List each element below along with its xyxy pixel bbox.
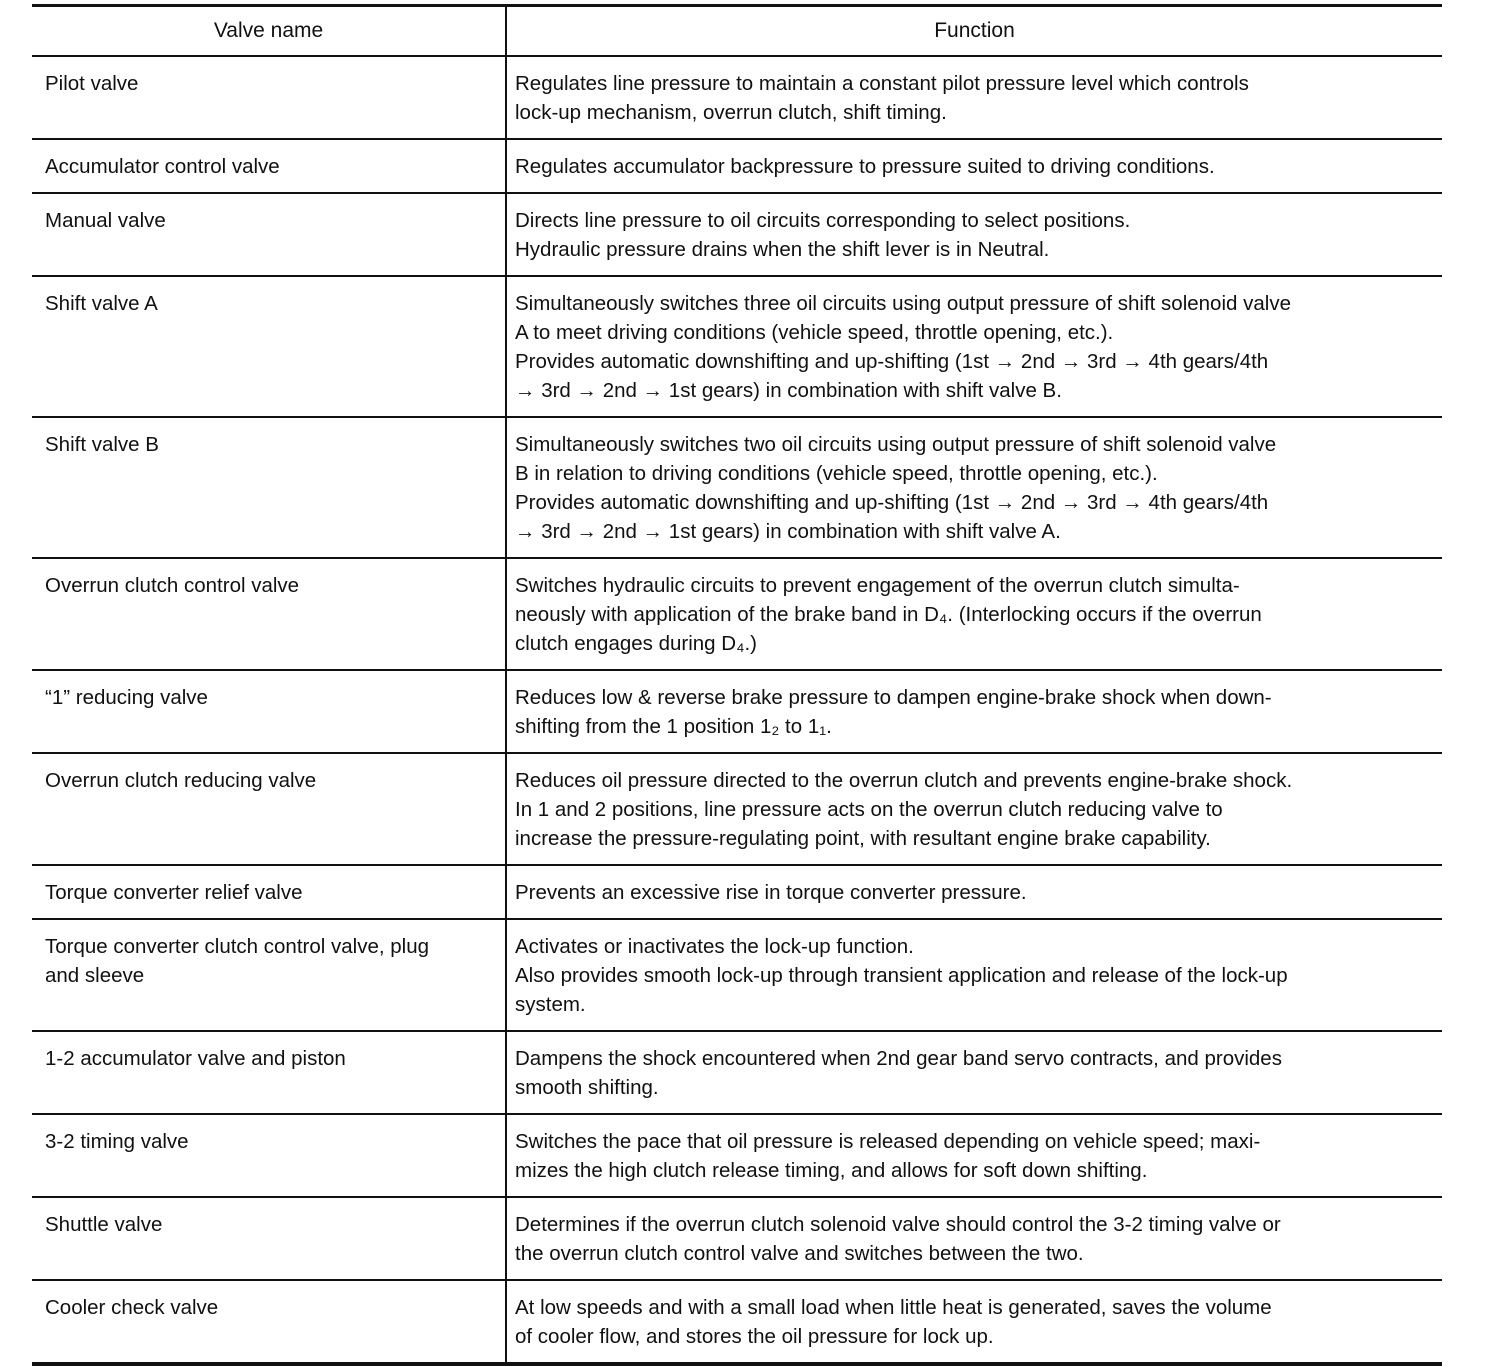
column-header-function: Function	[934, 19, 1015, 42]
function-text-line: Directs line pressure to oil circuits corresponding to select positions.	[515, 209, 1131, 232]
valve-name-text: Accumulator control valve	[45, 155, 280, 178]
function-text-line: increase the pressure-regulating point, with resultant engine brake capability.	[515, 827, 1211, 850]
table-row	[32, 753, 1442, 865]
table-row	[32, 1114, 1442, 1197]
valve-name-text: Manual valve	[45, 209, 166, 232]
valve-name-cell	[32, 56, 506, 139]
table-row	[32, 139, 1442, 193]
function-cell	[506, 1280, 1442, 1364]
function-text-line: Reduces low & reverse brake pressure to dampen engine-brake shock when down-	[515, 686, 1272, 709]
table-body	[32, 56, 1442, 1364]
function-text-line: B in relation to driving conditions (vehicle speed, throttle opening, etc.).	[515, 462, 1158, 485]
table-row	[32, 558, 1442, 670]
valve-name-text: Cooler check valve	[45, 1296, 219, 1319]
valve-name-text: Shuttle valve	[45, 1213, 163, 1236]
function-text-line: Regulates accumulator backpressure to pressure suited to driving conditions.	[515, 155, 1215, 178]
valve-name-text: and sleeve	[45, 964, 145, 987]
function-text-line: Activates or inactivates the lock-up function.	[515, 935, 914, 958]
valve-function-table-page	[32, 4, 1442, 1366]
function-text-line: lock-up mechanism, overrun clutch, shift timing.	[515, 101, 947, 124]
function-text-line: Dampens the shock encountered when 2nd gear band servo contracts, and provides	[515, 1047, 1282, 1070]
valve-name-cell	[32, 276, 506, 417]
function-text-line: the overrun clutch control valve and switches between the two.	[515, 1242, 1084, 1265]
table-row	[32, 919, 1442, 1031]
function-cell	[506, 56, 1442, 139]
function-text-line: Prevents an excessive rise in torque converter pressure.	[515, 881, 1027, 904]
function-text-line: Provides automatic downshifting and up-shifting (1st → 2nd → 3rd → 4th gears/4th	[515, 350, 1269, 373]
function-text-line: → 3rd → 2nd → 1st gears) in combination with shift valve B.	[515, 379, 1062, 402]
function-text-line: Switches hydraulic circuits to prevent engagement of the overrun clutch simulta-	[515, 574, 1240, 597]
function-text-line: shifting from the 1 position 1₂ to 1₁.	[515, 715, 832, 738]
function-text-line: Hydraulic pressure drains when the shift lever is in Neutral.	[515, 238, 1050, 261]
function-cell	[506, 670, 1442, 753]
table-row	[32, 276, 1442, 417]
valve-name-text: Torque converter relief valve	[45, 881, 303, 904]
function-cell	[506, 1114, 1442, 1197]
function-text-line: Provides automatic downshifting and up-shifting (1st → 2nd → 3rd → 4th gears/4th	[515, 491, 1269, 514]
valve-name-cell	[32, 139, 506, 193]
function-text-line: Determines if the overrun clutch solenoid valve should control the 3-2 timing valve or	[515, 1213, 1281, 1236]
function-cell	[506, 1031, 1442, 1114]
function-cell	[506, 558, 1442, 670]
column-header-valve-name: Valve name	[32, 6, 506, 57]
valve-name-text: Shift valve B	[45, 433, 159, 456]
function-text-line: of cooler flow, and stores the oil pressure for lock up.	[515, 1325, 994, 1348]
function-text-line: → 3rd → 2nd → 1st gears) in combination with shift valve A.	[515, 520, 1061, 543]
function-cell	[506, 193, 1442, 276]
function-text-line: Switches the pace that oil pressure is released depending on vehicle speed; maxi-	[515, 1130, 1261, 1153]
valve-name-cell	[32, 919, 506, 1031]
valve-name-text: Pilot valve	[45, 72, 139, 95]
valve-name-cell	[32, 193, 506, 276]
valve-name-cell	[32, 1114, 506, 1197]
function-text-line: A to meet driving conditions (vehicle speed, throttle opening, etc.).	[515, 321, 1114, 344]
valve-name-text: Shift valve A	[45, 292, 158, 315]
table-row	[32, 1280, 1442, 1364]
valve-name-cell	[32, 1031, 506, 1114]
function-text-line: neously with application of the brake band in D₄. (Interlocking occurs if the overrun	[515, 603, 1262, 626]
table-row	[32, 417, 1442, 558]
valve-name-cell	[32, 1280, 506, 1364]
function-cell	[506, 1197, 1442, 1280]
valve-name-text: Torque converter clutch control valve, plug	[45, 935, 430, 958]
valve-name-text: Overrun clutch control valve	[45, 574, 300, 597]
valve-name-cell	[32, 865, 506, 919]
valve-name-text: 3-2 timing valve	[45, 1130, 189, 1153]
function-cell	[506, 139, 1442, 193]
function-text-line: system.	[515, 993, 586, 1016]
function-cell	[506, 865, 1442, 919]
function-cell	[506, 417, 1442, 558]
table-header-row	[32, 6, 1442, 57]
function-text-line: Regulates line pressure to maintain a constant pilot pressure level which controls	[515, 72, 1249, 95]
valve-name-cell	[32, 753, 506, 865]
valve-name-text: “1” reducing valve	[45, 686, 208, 709]
valve-name-text: Overrun clutch reducing valve	[45, 769, 317, 792]
valve-name-text: 1-2 accumulator valve and piston	[45, 1047, 346, 1070]
table-row	[32, 1031, 1442, 1114]
function-text-line: At low speeds and with a small load when little heat is generated, saves the volume	[515, 1296, 1272, 1319]
function-text-line: Simultaneously switches three oil circuits using output pressure of shift solenoid valve	[515, 292, 1291, 315]
function-cell	[506, 919, 1442, 1031]
function-cell	[506, 753, 1442, 865]
valve-function-table	[32, 4, 1442, 1366]
function-cell	[506, 276, 1442, 417]
function-text-line: Also provides smooth lock-up through transient application and release of the lock-up	[515, 964, 1288, 987]
function-text-line: Simultaneously switches two oil circuits using output pressure of shift solenoid valve	[515, 433, 1277, 456]
function-text-line: Reduces oil pressure directed to the overrun clutch and prevents engine-brake shock.	[515, 769, 1293, 792]
table-row	[32, 56, 1442, 139]
function-text-line: smooth shifting.	[515, 1076, 659, 1099]
function-text-line: In 1 and 2 positions, line pressure acts on the overrun clutch reducing valve to	[515, 798, 1223, 821]
valve-name-cell	[32, 1197, 506, 1280]
table-row	[32, 1197, 1442, 1280]
function-text-line: mizes the high clutch release timing, and allows for soft down shifting.	[515, 1159, 1148, 1182]
valve-name-cell	[32, 558, 506, 670]
table-row	[32, 193, 1442, 276]
valve-name-cell	[32, 417, 506, 558]
function-text-line: clutch engages during D₄.)	[515, 632, 757, 655]
table-row	[32, 670, 1442, 753]
valve-name-cell	[32, 670, 506, 753]
table-row	[32, 865, 1442, 919]
